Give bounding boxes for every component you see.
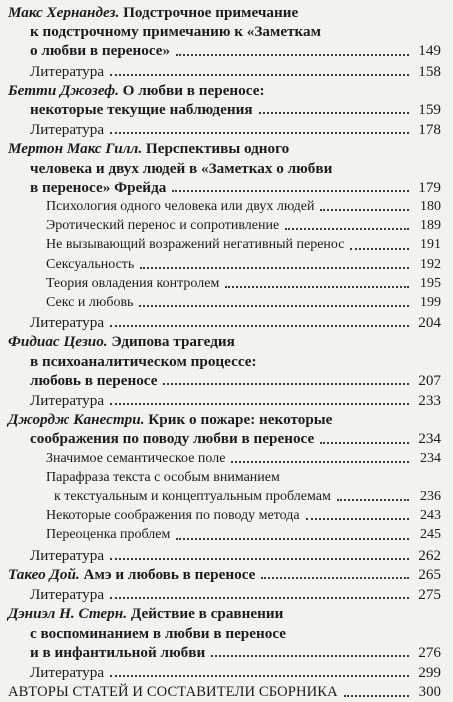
toc-subsection[interactable]: [46, 449, 441, 468]
subsection-label: Эротический перенос и сопротивление: [46, 218, 280, 234]
toc-entry-cesio[interactable]: [8, 332, 441, 390]
toc-subsection[interactable]: [46, 506, 441, 525]
dot-leader: [285, 227, 409, 230]
toc-literature[interactable]: [30, 585, 441, 604]
entry-author: Бетти Джозеф.: [8, 81, 119, 99]
entry-author: Макс Хернандез.: [8, 4, 120, 21]
dot-leader: [110, 674, 409, 677]
toc-entry-hernandez[interactable]: [8, 3, 441, 61]
page-number: 234: [418, 430, 441, 448]
page-number: 191: [420, 237, 441, 253]
literature-label: Литература: [30, 546, 105, 564]
entry-author: Дэниэл Н. Стерн.: [8, 605, 128, 623]
dot-leader: [231, 460, 409, 463]
dot-leader: [337, 498, 409, 501]
entry-title-line: Подстрочное примечание: [119, 4, 299, 21]
page-number: 299: [418, 663, 441, 681]
entry-title-line: о любви в переносе»: [30, 42, 171, 60]
dot-leader: [110, 596, 409, 599]
dot-leader: [261, 576, 409, 579]
page-number: 195: [420, 275, 441, 291]
page-number: 179: [418, 178, 441, 196]
page-number: 149: [418, 42, 441, 60]
dot-leader: [176, 53, 409, 56]
subsection-label: Переоценка проблем: [46, 527, 171, 543]
entry-title-line: некоторые текущие наблюдения: [30, 101, 253, 119]
toc-entry-stern[interactable]: [8, 604, 441, 662]
subsection-label: Теория овладения контролем: [46, 275, 220, 291]
section-label: АВТОРЫ СТАТЕЙ И СОСТАВИТЕЛИ СБОРНИКА: [8, 684, 338, 701]
dot-leader: [110, 131, 409, 134]
page-number: 262: [418, 546, 441, 564]
page-number: 189: [420, 218, 441, 234]
dot-leader: [225, 285, 409, 288]
dot-leader: [172, 189, 409, 192]
dot-leader: [110, 402, 409, 405]
toc-literature[interactable]: [30, 313, 441, 332]
entry-title-line: любовь в переносе: [30, 371, 158, 389]
literature-label: Литература: [30, 586, 105, 604]
toc-entry-joseph[interactable]: [8, 81, 441, 119]
entry-title-line: Перспективы одного: [142, 140, 290, 158]
page-number: 192: [420, 256, 441, 272]
toc-literature[interactable]: [30, 663, 441, 682]
entry-author: Фидиас Цезио.: [8, 333, 108, 351]
entry-title-line: соображения по поводу любви в переносе: [30, 430, 315, 448]
dot-leader: [140, 266, 409, 269]
entry-author: Джордж Канестри.: [8, 411, 145, 429]
entry-title-line: О любви в переносе:: [118, 81, 265, 99]
dot-leader: [259, 111, 409, 114]
page-number: 236: [420, 489, 441, 505]
dot-leader: [211, 654, 409, 657]
toc-subsection[interactable]: [46, 255, 441, 274]
page-number: 300: [418, 684, 441, 701]
entry-title-line: в психоаналитическом процессе:: [30, 352, 257, 370]
subsection-label: Психология одного человека или двух людей: [46, 199, 315, 215]
entry-title-line: Эдипова трагедия: [107, 333, 235, 351]
toc-subsection[interactable]: [46, 293, 441, 312]
toc-subsection[interactable]: [46, 525, 441, 544]
dot-leader: [320, 441, 409, 444]
page-number: 158: [418, 62, 441, 80]
entry-title-line: с воспоминанием в любви в переносе: [30, 624, 287, 642]
page-number: 275: [418, 586, 441, 604]
literature-label: Литература: [30, 121, 105, 139]
toc-literature[interactable]: [30, 391, 441, 410]
toc-literature[interactable]: [30, 62, 441, 81]
page-number: 245: [420, 527, 441, 543]
dot-leader: [320, 208, 409, 211]
dot-leader: [163, 382, 409, 385]
dot-leader: [139, 304, 409, 307]
subsection-label: Не вызывающий возражений негативный перенос: [46, 237, 345, 253]
toc-subsection[interactable]: [46, 216, 441, 235]
entry-author: Мертон Макс Гилл.: [8, 140, 143, 158]
toc-literature[interactable]: [30, 120, 441, 139]
dot-leader: [344, 694, 409, 697]
entry-title-line: Крик о пожаре: некоторые: [144, 411, 333, 429]
toc-literature[interactable]: [30, 546, 441, 565]
subsection-label: Некоторые соображения по поводу метода: [46, 508, 300, 524]
page-number: 159: [418, 101, 441, 119]
subsection-label: Значимое семантическое поле: [46, 450, 226, 466]
table-of-contents: [8, 3, 441, 702]
page-number: 243: [420, 508, 441, 524]
literature-label: Литература: [30, 392, 105, 410]
literature-label: Литература: [30, 314, 105, 332]
toc-entry-doi[interactable]: [8, 565, 441, 584]
entry-title-line: Амэ и любовь в переносе: [79, 565, 256, 583]
toc-entry-canestri[interactable]: [8, 410, 441, 448]
literature-label: Литература: [30, 663, 105, 681]
dot-leader: [110, 324, 409, 327]
page-number: 207: [418, 371, 441, 389]
page-number: 234: [420, 450, 441, 466]
literature-label: Литература: [30, 62, 105, 80]
dot-leader: [306, 517, 409, 520]
page-number: 233: [418, 392, 441, 410]
subsection-label: Сексуальность: [46, 256, 135, 272]
toc-subsection[interactable]: [46, 468, 441, 506]
entry-title-line: человека и двух людей в «Заметках о любви: [30, 159, 333, 177]
entry-title-line: в переносе» Фрейда: [30, 178, 167, 196]
dot-leader: [110, 73, 409, 76]
toc-subsection[interactable]: [46, 235, 441, 254]
toc-entry-gill[interactable]: [8, 139, 441, 197]
dot-leader: [350, 247, 409, 250]
subsection-label: Секс и любовь: [46, 295, 134, 311]
entry-author: Такео Дой.: [8, 565, 80, 583]
page-number: 178: [418, 121, 441, 139]
page-number: 276: [418, 643, 441, 661]
entry-title-line: к подстрочному примечанию к «Заметкам: [30, 23, 322, 41]
dot-leader: [176, 537, 409, 540]
page-number: 204: [418, 314, 441, 332]
subsection-label: Парафраза текста с особым вниманием: [46, 469, 280, 485]
entry-title-line: и в инфантильной любви: [30, 643, 206, 661]
page-number: 265: [418, 565, 441, 583]
page-number: 180: [420, 199, 441, 215]
subsection-label: к текстуальным и концептуальным проблемам: [54, 489, 331, 505]
toc-authors-section[interactable]: [8, 683, 441, 702]
toc-subsection[interactable]: [46, 274, 441, 293]
dot-leader: [110, 557, 409, 560]
page-number: 199: [420, 295, 441, 311]
entry-title-line: Действие в сравнении: [127, 605, 284, 623]
toc-subsection[interactable]: [46, 197, 441, 216]
